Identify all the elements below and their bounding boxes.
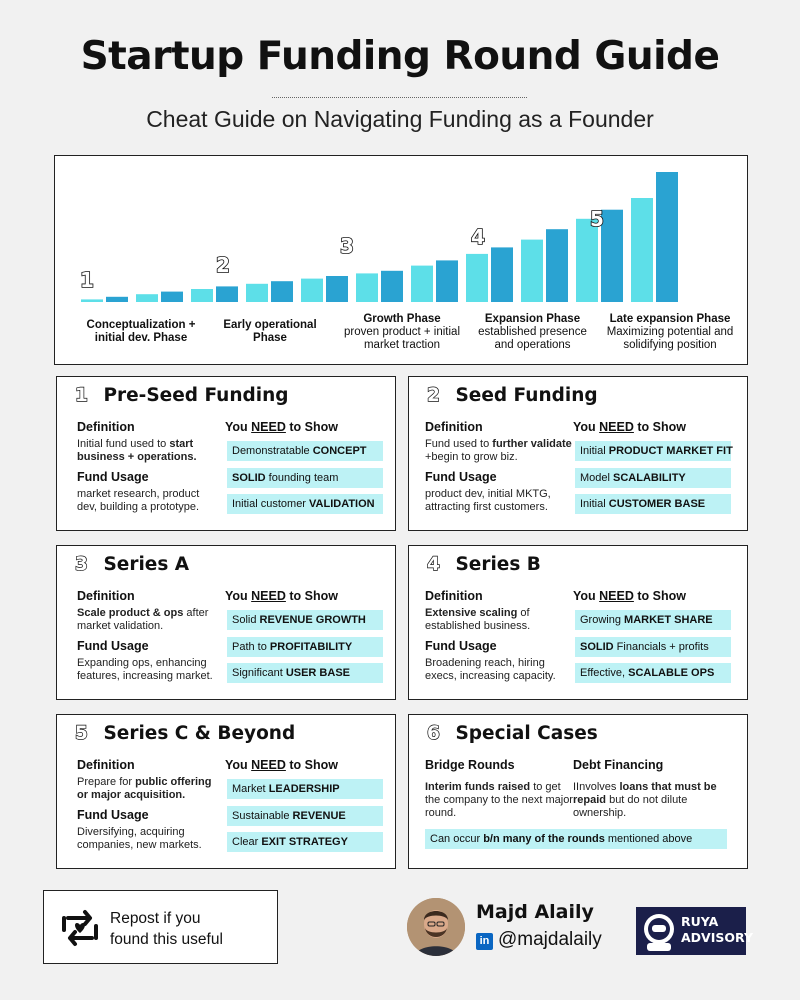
fund-usage-text: Expanding ops, enhancing features, increasing market.: [77, 657, 213, 682]
definition-text: Initial fund used to start business + operations.: [77, 438, 197, 463]
chart-bar: [161, 292, 183, 302]
bridge-rounds-text: Interim funds raised to get the company to the next major round.: [425, 781, 573, 819]
card-title-text: Special Cases: [455, 723, 598, 744]
card-title: [75, 385, 289, 406]
repost-line-2: found this useful: [110, 931, 223, 948]
phase-number-3: 3: [340, 234, 354, 258]
card-special-cases: [408, 714, 748, 869]
phase-name: Expansion Phase: [484, 313, 581, 325]
fund-usage-label: Fund Usage: [425, 639, 497, 653]
phase-number-1: 1: [80, 268, 94, 292]
debt-financing-text: IInvolves loans that must be repaid but do not dilute ownership.: [573, 781, 717, 819]
fund-usage-text: Broadening reach, hiring execs, increasing capacity.: [425, 657, 556, 682]
phase-name: Growth Phase: [363, 313, 441, 325]
chart-bar: [301, 279, 323, 302]
special-note: Can occur b/n many of the rounds mentioned above: [425, 829, 727, 849]
phase-number-4: 4: [471, 225, 485, 249]
chart-bar: [381, 271, 403, 302]
definition-label: Definition: [77, 758, 135, 772]
title-divider: [272, 97, 527, 98]
phase-label-4: [470, 313, 595, 352]
repost-box[interactable]: [43, 890, 278, 964]
card-title: [75, 723, 295, 744]
chart-bar: [246, 284, 268, 302]
need-item: Growing MARKET SHARE: [575, 610, 731, 630]
phase-description: established presence and operations: [478, 326, 587, 351]
definition-label: Definition: [425, 420, 483, 434]
chart-bar: [356, 273, 378, 302]
card-title-text: Series C & Beyond: [103, 723, 296, 744]
astronaut-icon: [639, 909, 679, 953]
need-item: Solid REVENUE GROWTH: [227, 610, 383, 630]
need-item: Sustainable REVENUE: [227, 806, 383, 826]
chart-bar: [546, 229, 568, 302]
avatar-portrait: [407, 898, 465, 956]
bridge-rounds-label: Bridge Rounds: [425, 758, 515, 772]
fund-usage-label: Fund Usage: [77, 639, 149, 653]
card-series-b: [408, 545, 748, 700]
repost-text: [110, 908, 223, 950]
need-to-show-label: You NEED to Show: [573, 420, 686, 434]
phase-description: Maximizing potential and solidifying position: [606, 326, 734, 351]
card-title-text: Series A: [103, 554, 190, 575]
fund-usage-label: Fund Usage: [77, 808, 149, 822]
phase-name: Conceptualization + initial dev. Phase: [86, 319, 196, 344]
phase-label-5: [595, 313, 745, 352]
fund-usage-label: Fund Usage: [425, 470, 497, 484]
card-seed: [408, 376, 748, 531]
chart-bar: [656, 172, 678, 302]
card-title-text: Pre-Seed Funding: [103, 385, 289, 406]
definition-text: Fund used to further validate +begin to grow biz.: [425, 438, 572, 463]
need-item: Clear EXIT STRATEGY: [227, 832, 383, 852]
author-name: Majd Alaily: [476, 901, 594, 923]
card-number: 3: [75, 554, 88, 575]
card-pre-seed: [56, 376, 396, 531]
phase-name: Late expansion Phase: [609, 313, 731, 325]
card-number: 1: [75, 385, 88, 406]
need-item: Initial customer VALIDATION: [227, 494, 383, 514]
definition-text: Extensive scaling of established business.: [425, 607, 531, 632]
page-subtitle: Cheat Guide on Navigating Funding as a Founder: [146, 106, 654, 132]
chart-bar: [216, 286, 238, 302]
definition-text: Prepare for public offering or major acquisition.: [77, 776, 212, 801]
card-title: [427, 385, 598, 406]
need-item: SOLID founding team: [227, 468, 383, 488]
logo-text: RUYA ADVISORY: [681, 914, 753, 945]
ruya-advisory-logo: [636, 907, 753, 955]
card-number: 5: [75, 723, 88, 744]
chart-bar: [271, 281, 293, 302]
definition-text: Scale product & ops after market validation.: [77, 607, 209, 632]
card-series-a: [56, 545, 396, 700]
need-item: Initial PRODUCT MARKET FIT: [575, 441, 731, 461]
phase-name: Early operational Phase: [223, 319, 317, 344]
chart-bar: [601, 210, 623, 302]
linkedin-icon[interactable]: in: [476, 933, 493, 950]
need-item: Path to PROFITABILITY: [227, 637, 383, 657]
chart-bar: [466, 254, 488, 302]
definition-label: Definition: [425, 589, 483, 603]
chart-bar: [81, 299, 103, 302]
card-title: [427, 554, 541, 575]
page-title: Startup Funding Round Guide: [80, 34, 720, 79]
card-title-text: Seed Funding: [455, 385, 598, 406]
chart-bar: [191, 289, 213, 302]
need-item: Effective, SCALABLE OPS: [575, 663, 731, 683]
card-number: 4: [427, 554, 440, 575]
fund-usage-text: product dev, initial MKTG, attracting first customers.: [425, 488, 551, 513]
chart-bar: [326, 276, 348, 302]
need-item: Demonstratable CONCEPT: [227, 441, 383, 461]
phase-label-1: [81, 319, 201, 345]
chart-bar: [411, 266, 433, 302]
need-to-show-label: You NEED to Show: [225, 758, 338, 772]
fund-usage-text: Diversifying, acquiring companies, new markets.: [77, 826, 202, 851]
chart-bar: [436, 260, 458, 302]
need-item: Market LEADERSHIP: [227, 779, 383, 799]
linkedin-handle[interactable]: @majdalaily: [498, 929, 602, 950]
phase-number-5: 5: [590, 207, 604, 231]
chart-bar: [576, 219, 598, 302]
need-to-show-label: You NEED to Show: [573, 589, 686, 603]
repost-heart-icon: [60, 906, 100, 950]
chart-bar: [491, 247, 513, 302]
card-title: [75, 554, 189, 575]
phase-label-3: [337, 313, 467, 352]
phase-label-2: [215, 319, 325, 345]
need-item: Significant USER BASE: [227, 663, 383, 683]
phase-description: proven product + initial market traction: [343, 326, 461, 351]
card-series-c: [56, 714, 396, 869]
need-to-show-label: You NEED to Show: [225, 589, 338, 603]
fund-usage-label: Fund Usage: [77, 470, 149, 484]
card-number: 6: [427, 723, 440, 744]
funding-stages-chart: [54, 155, 748, 365]
fund-usage-text: market research, product dev, building a prototype.: [77, 488, 200, 513]
debt-financing-label: Debt Financing: [573, 758, 664, 772]
need-to-show-label: You NEED to Show: [225, 420, 338, 434]
need-item: Model SCALABILITY: [575, 468, 731, 488]
chart-bar: [136, 294, 158, 302]
card-title: [427, 723, 598, 744]
card-title-text: Series B: [455, 554, 541, 575]
chart-bar: [631, 198, 653, 302]
repost-line-1: Repost if you: [110, 910, 201, 927]
need-item: SOLID Financials + profits: [575, 637, 731, 657]
need-item: Initial CUSTOMER BASE: [575, 494, 731, 514]
definition-label: Definition: [77, 420, 135, 434]
avatar: [407, 898, 465, 956]
chart-bar: [521, 240, 543, 302]
chart-bar: [106, 297, 128, 302]
card-number: 2: [427, 385, 440, 406]
definition-label: Definition: [77, 589, 135, 603]
phase-number-2: 2: [216, 253, 230, 277]
